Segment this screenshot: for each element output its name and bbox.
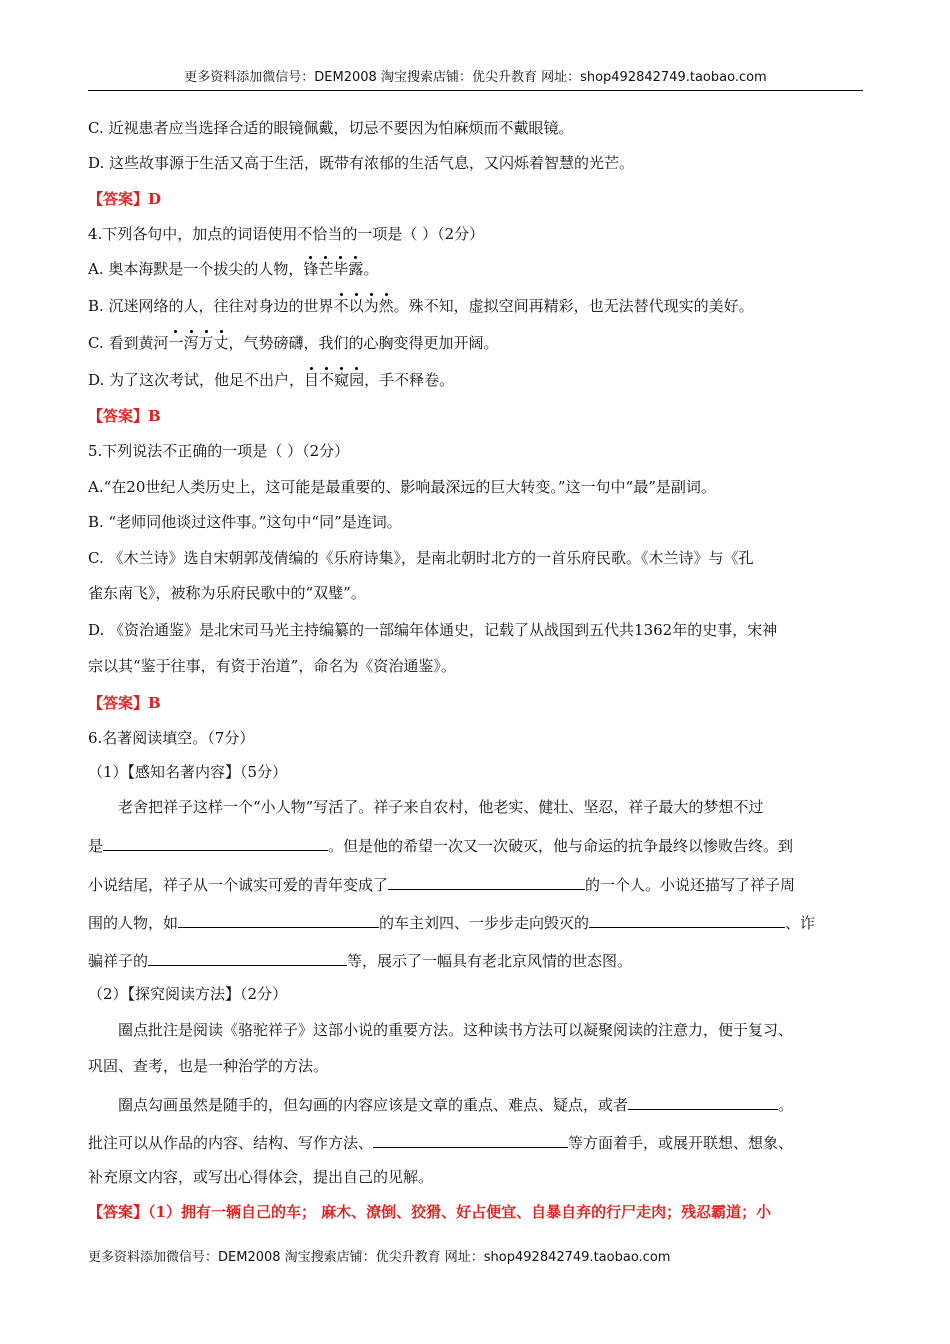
dotted-char: 以 [348,297,364,315]
q5-option-a: A.“在20世纪人类历史上，这可能是最重要的、影响最深远的巨大转变。”这一句中“最”是副词。 [88,478,716,496]
para-text: 批注可以从作品的内容、结构、写作方法、 [88,1134,374,1152]
dotted-phrase [304,371,364,389]
option-text: 。 [363,260,379,278]
para-text: 。但是他的希望一次又一次破灭，他与命运的抗争最终以惨败告终。到 [328,837,794,855]
q6-para1-line4 [88,911,863,933]
answer-value: B [148,407,161,425]
q3-option-d: D. 这些故事源于生活又高于生活，既带有浓郁的生活气息，又闪烁着智慧的光芒。 [88,154,635,172]
para-text: 围的人物，如 [88,914,179,932]
dotted-char: 窥 [334,371,350,389]
q4-option-a [88,259,863,279]
q4-option-d [88,370,863,390]
dotted-phrase [334,297,394,315]
para-text: 骗祥子的 [88,952,149,970]
option-text: A. 奥本海默是一个拔尖的人物， [88,260,304,278]
q6-para1-line5 [88,949,863,971]
para-text: 的车主刘四、一步步走向毁灭的 [379,914,590,932]
dotted-char: 万 [198,334,214,352]
para-text: 的一个人。小说还描写了祥子周 [585,876,796,894]
para-text: 、诈 [785,914,816,932]
q6-para3-line2 [88,1131,863,1153]
fill-blank[interactable] [373,1131,568,1148]
page-footer: 更多资料添加微信号：DEM2008 淘宝搜索店铺：优尖升教育 网址：shop492842749.taobao.com [88,1250,671,1265]
dotted-char: 一 [168,334,184,352]
q6-para1-line3 [88,873,863,895]
para-text: 圈点勾画虽然是随手的，但勾画的内容应该是文章的重点、难点、疑点，或者 [118,1096,629,1114]
dotted-char: 锋 [303,260,319,278]
q5-option-c-line1: C. 《木兰诗》选自宋朝郭茂倩编的《乐府诗集》，是南北朝时北方的一首乐府民歌。《木兰诗》与《孔 [88,549,754,567]
dotted-phrase [303,260,363,278]
answer-value: D [148,190,162,208]
q6-para1-line2 [88,834,863,856]
para-text: 等，展示了一幅具有老北京风情的世态图。 [347,952,633,970]
q5-stem: 5.下列说法不正确的一项是（ ）（2分） [88,442,350,460]
dotted-char: 泻 [183,334,199,352]
q6-subheading-2: （2）【探究阅读方法】（2分） [88,985,288,1003]
answer-tag: 【答案】 [88,190,149,208]
option-text: ，气势磅礴，我们的心胸变得更加开阔。 [228,334,499,352]
q3-option-c: C. 近视患者应当选择合适的眼镜佩戴，切忌不要因为怕麻烦而不戴眼镜。 [88,119,574,137]
para-text: 是 [88,837,104,855]
answer-tag: 【答案】 [88,694,149,712]
fill-blank[interactable] [148,949,347,966]
fill-blank[interactable] [103,834,328,851]
dotted-char: 为 [363,297,379,315]
dotted-char: 然 [378,297,394,315]
option-text: B. 沉迷网络的人，往往对身边的世界 [88,297,334,315]
option-text: D. 为了这次考试，他足不出户， [88,371,305,389]
q4-option-c [88,333,863,353]
answer-tag: 【答案】 [88,1203,149,1221]
fill-blank[interactable] [178,911,379,928]
page-header: 更多资料添加微信号：DEM2008 淘宝搜索店铺：优尖升教育 网址：shop492842749.taobao.com [88,66,863,91]
q3-answer [88,189,863,209]
q5-option-c-line2: 雀东南飞》，被称为乐府民歌中的“双璧”。 [88,584,366,602]
dotted-char: 不 [333,297,349,315]
para-text: 。 [778,1096,794,1114]
q6-para1-line1: 老舍把祥子这样一个“小人物”写活了。祥子来自农村，他老实、健壮、坚忍，祥子最大的梦想不过 [118,798,764,816]
q6-answer [88,1202,863,1222]
q6-stem: 6.名著阅读填空。（7分） [88,729,255,747]
option-text: C. 看到黄河 [88,334,169,352]
q4-option-b [88,296,863,316]
q5-option-d-line1: D. 《资治通鉴》是北宋司马光主持编纂的一部编年体通史，记载了从战国到五代共1362年的史事，宋神 [88,621,778,639]
dotted-char: 目 [304,371,320,389]
q6-para2-line1: 圈点批注是阅读《骆驼祥子》这部小说的重要方法。这种读书方法可以凝聚阅读的注意力，便于复习、 [118,1021,794,1039]
option-text: ，手不释卷。 [364,371,455,389]
q5-answer [88,693,863,713]
answer-value: B [148,694,161,712]
q4-answer [88,406,863,426]
dotted-char: 毕 [333,260,349,278]
q4-stem: 4.下列各句中，加点的词语使用不恰当的一项是（ ）（2分） [88,225,485,243]
dotted-char: 园 [349,371,365,389]
q5-option-d-line2: 宗以其“鉴于往事，有资于治道”，命名为《资治通鉴》。 [88,657,456,675]
q6-para3-line1 [118,1093,863,1115]
answer-tag: 【答案】 [88,407,149,425]
fill-blank[interactable] [628,1093,778,1110]
q6-para3-line3: 补充原文内容，或写出心得体会，提出自己的见解。 [88,1168,434,1186]
fill-blank[interactable] [388,873,585,890]
para-text: 等方面着手，或展开联想、想象、 [568,1134,794,1152]
dotted-char: 丈 [213,334,229,352]
dotted-char: 不 [319,371,335,389]
option-text: 。殊不知，虚拟空间再精彩，也无法替代现实的美好。 [393,297,754,315]
q5-option-b: B. “老师同他谈过这件事。”这句中“同”是连词。 [88,513,402,531]
dotted-phrase [168,334,228,352]
q6-subheading-1: （1）【感知名著内容】（5分） [88,763,288,781]
q6-para2-line2: 巩固、查考，也是一种治学的方法。 [88,1057,329,1075]
dotted-char: 芒 [318,260,334,278]
fill-blank[interactable] [589,911,785,928]
para-text: 小说结尾，祥子从一个诚实可爱的青年变成了 [88,876,389,894]
answer-value: （1）拥有一辆自己的车； 麻木、潦倒、狡猾、好占便宜、自暴自弃的行尸走肉；残忍霸道；小 [148,1203,772,1221]
dotted-char: 露 [348,260,364,278]
